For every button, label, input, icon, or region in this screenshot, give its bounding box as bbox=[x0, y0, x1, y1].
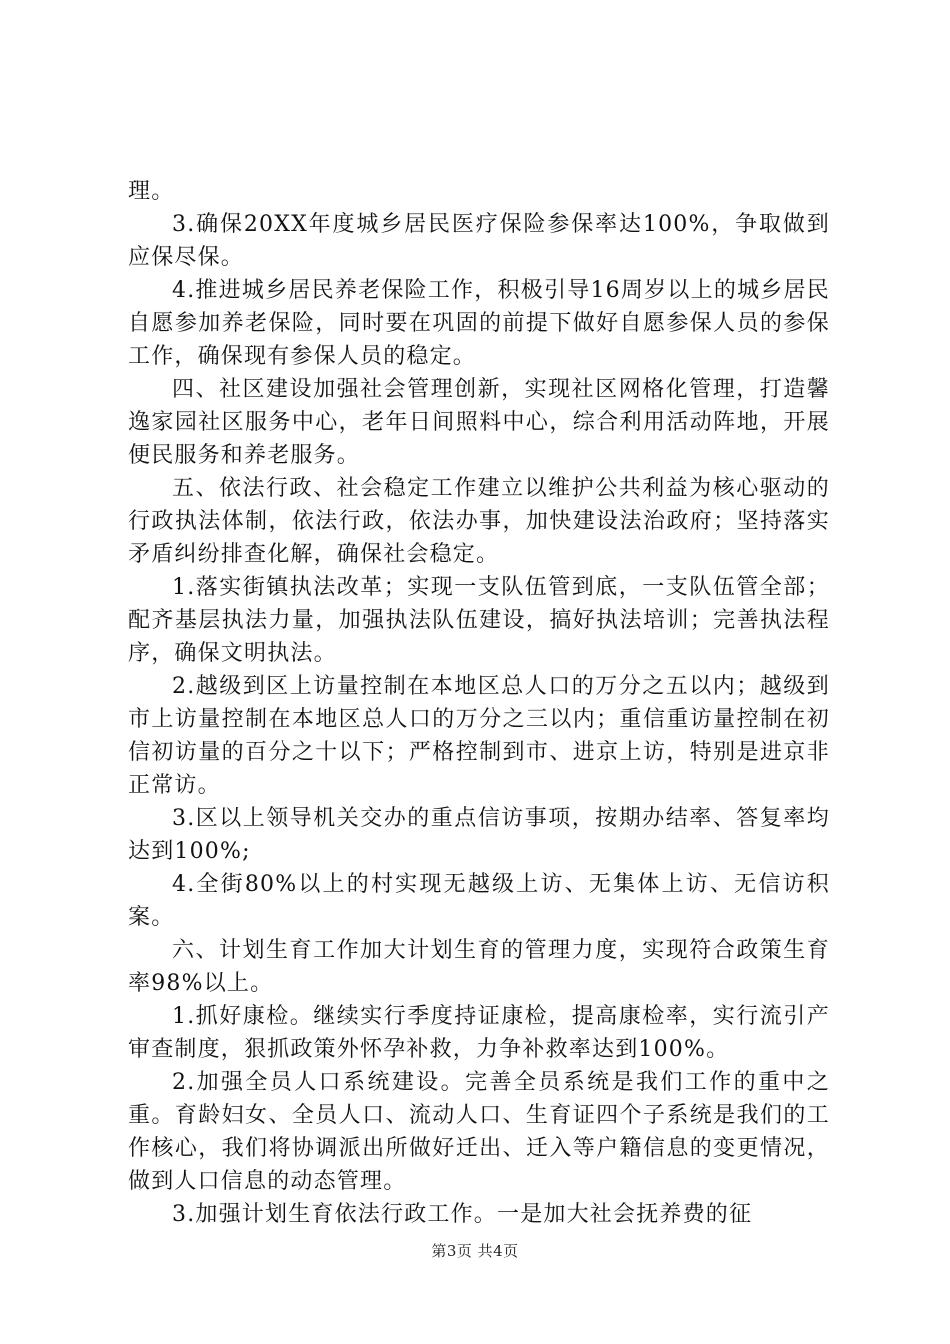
paragraph-item-3-administration: 3.加强计划生育依法行政工作。一是加大社会抚养费的征 bbox=[172, 1202, 753, 1227]
paragraph-section-5-law-stability: 五、依法行政、社会稳定工作建立以维护公共利益为核心驱动的行政执法体制，依法行政，依法办事，加快建设法治政府；坚持落实矛盾纠纷排查化解，确保社会稳定。 bbox=[128, 476, 830, 567]
paragraph-item-2-petition-control: 2.越级到区上访量控制在本地区总人口的万分之五以内；越级到市上访量控制在本地区总人口的万分之三以内；重信重访量控制在初信初访量的百分之十以下；严格控制到市、进京上访，特别是进京非正常访。 bbox=[128, 674, 830, 798]
paragraph-continuation: 理。 bbox=[128, 179, 175, 204]
page-number-footer: 第3页 共4页 bbox=[431, 1242, 519, 1260]
paragraph-item-2-population-system: 2.加强全员人口系统建设。完善全员系统是我们工作的重中之重。育龄妇女、全员人口、流动人口、生育证四个子系统是我们的工作核心，我们将协调派出所做好迁出、迁入等户籍信息的变更情况，做到人口信息的动态管理。 bbox=[128, 1070, 830, 1194]
paragraph-item-3-medical-insurance: 3.确保20XX年度城乡居民医疗保险参保率达100%，争取做到应保尽保。 bbox=[128, 212, 830, 270]
paragraph-item-4-village-petitions: 4.全街80%以上的村实现无越级上访、无集体上访、无信访积案。 bbox=[128, 872, 830, 930]
paragraph-item-3-petition-completion: 3.区以上领导机关交办的重点信访事项，按期办结率、答复率均达到100%; bbox=[128, 806, 830, 864]
paragraph-item-1-health-check: 1.抓好康检。继续实行季度持证康检，提高康检率，实行流引产审查制度，狠抓政策外怀孕补救，力争补救率达到100%。 bbox=[128, 1004, 830, 1062]
paragraph-section-4-community: 四、社区建设加强社会管理创新，实现社区网格化管理，打造馨逸家园社区服务中心，老年日间照料中心，综合利用活动阵地，开展便民服务和养老服务。 bbox=[128, 377, 830, 468]
paragraph-item-4-pension-insurance: 4.推进城乡居民养老保险工作，积极引导16周岁以上的城乡居民自愿参加养老保险，同时要在巩固的前提下做好自愿参保人员的参保工作，确保现有参保人员的稳定。 bbox=[128, 278, 830, 369]
document-body bbox=[128, 175, 830, 1231]
paragraph-item-1-enforcement-reform: 1.落实街镇执法改革；实现一支队伍管到底，一支队伍管全部；配齐基层执法力量，加强执法队伍建设，搞好执法培训；完善执法程序，确保文明执法。 bbox=[128, 575, 830, 666]
paragraph-section-6-family-planning: 六、计划生育工作加大计划生育的管理力度，实现符合政策生育率98%以上。 bbox=[128, 938, 830, 996]
